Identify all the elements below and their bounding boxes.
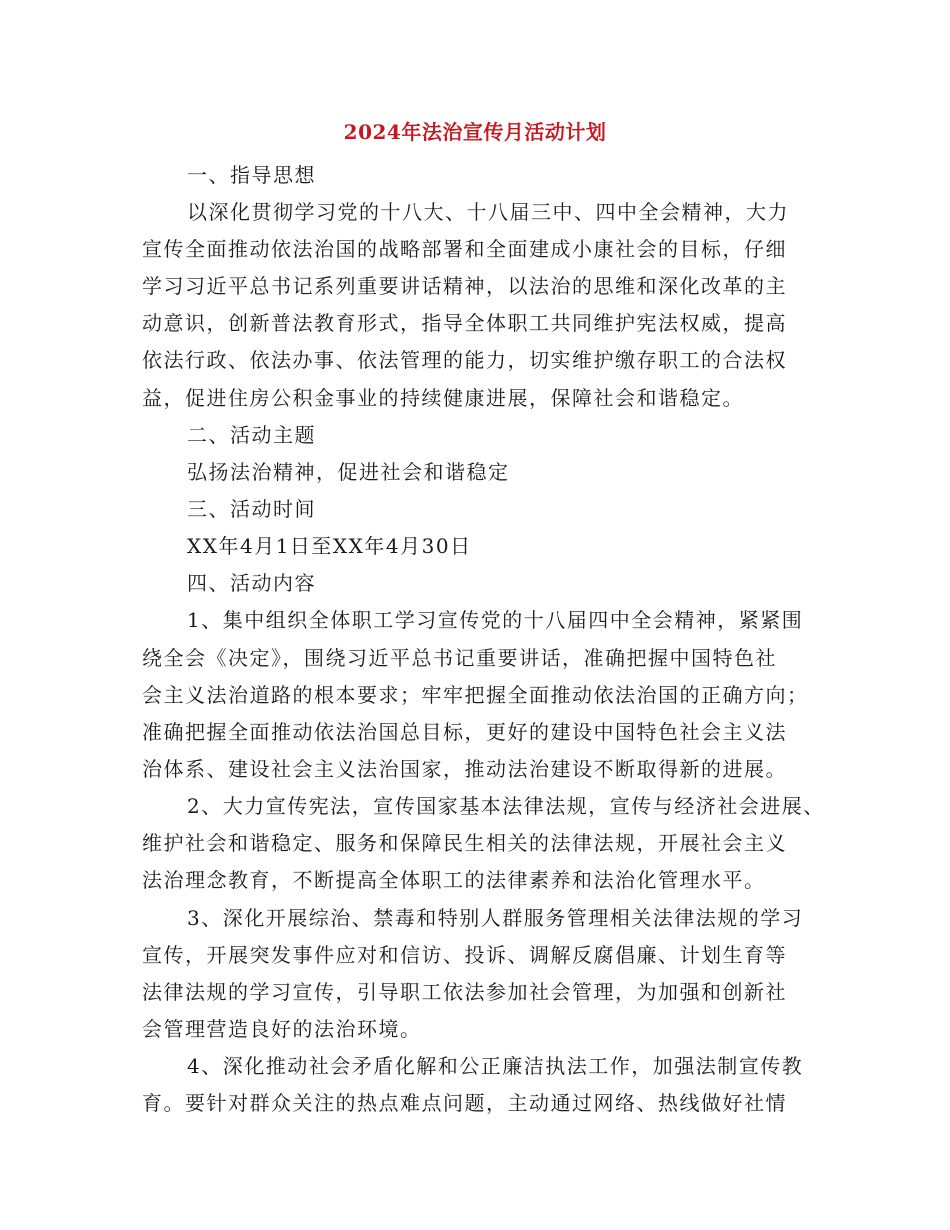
text-line: 宣传，开展突发事件应对和信访、投诉、调解反腐倡廉、计划生育等	[142, 943, 787, 967]
text-line: 会主义法治道路的根本要求；牢牢把握全面推动依法治国的正确方向；	[142, 683, 809, 707]
text-line: 1、集中组织全体职工学习宣传党的十八届四中全会精神，紧紧围	[187, 608, 804, 632]
text-line: 四、活动内容	[187, 571, 316, 595]
text-line: 二、活动主题	[187, 423, 316, 447]
text-line: 育。要针对群众关注的热点难点问题，主动通过网络、热线做好社情	[142, 1091, 787, 1115]
text-line: 治体系、建设社会主义法治国家，推动法治建设不断取得新的进展。	[142, 757, 787, 781]
text-line: 准确把握全面推动依法治国总目标，更好的建设中国特色社会主义法	[142, 720, 787, 744]
text-line: 依法行政、依法办事、依法管理的能力，切实维护缴存职工的合法权	[142, 348, 787, 372]
text-line: 会管理营造良好的法治环境。	[142, 1017, 422, 1041]
text-line: 法治理念教育，不断提高全体职工的法律素养和法治化管理水平。	[142, 868, 766, 892]
text-line: 宣传全面推动依法治国的战略部署和全面建成小康社会的目标，仔细	[142, 237, 787, 261]
text-line: 弘扬法治精神，促进社会和谐稳定	[187, 460, 510, 484]
document-title: 2024年法治宣传月活动计划	[343, 120, 607, 144]
text-line: XX年4月1日至XX年4月30日	[187, 534, 472, 558]
text-line: 学习习近平总书记系列重要讲话精神，以法治的思维和深化改革的主	[142, 274, 787, 298]
text-line: 以深化贯彻学习党的十八大、十八届三中、四中全会精神，大力	[187, 200, 789, 224]
text-line: 益，促进住房公积金事业的持续健康进展，保障社会和谐稳定。	[142, 386, 744, 410]
text-line: 3、深化开展综治、禁毒和特别人群服务管理相关法律法规的学习	[187, 906, 804, 930]
text-line: 法律法规的学习宣传，引导职工依法参加社会管理，为加强和创新社	[142, 980, 787, 1004]
text-line: 三、活动时间	[187, 497, 316, 521]
text-line: 一、指导思想	[187, 163, 316, 187]
text-line: 动意识，创新普法教育形式，指导全体职工共同维护宪法权威，提高	[142, 311, 787, 335]
text-line: 2、大力宣传宪法，宣传国家基本法律法规，宣传与经济社会进展、	[187, 794, 825, 818]
text-line: 维护社会和谐稳定、服务和保障民生相关的法律法规，开展社会主义	[142, 831, 787, 855]
text-line: 4、深化推动社会矛盾化解和公正廉洁执法工作，加强法制宣传教	[187, 1054, 804, 1078]
text-line: 绕全会《决定》，围绕习近平总书记重要讲话，准确把握中国特色社	[142, 646, 777, 670]
